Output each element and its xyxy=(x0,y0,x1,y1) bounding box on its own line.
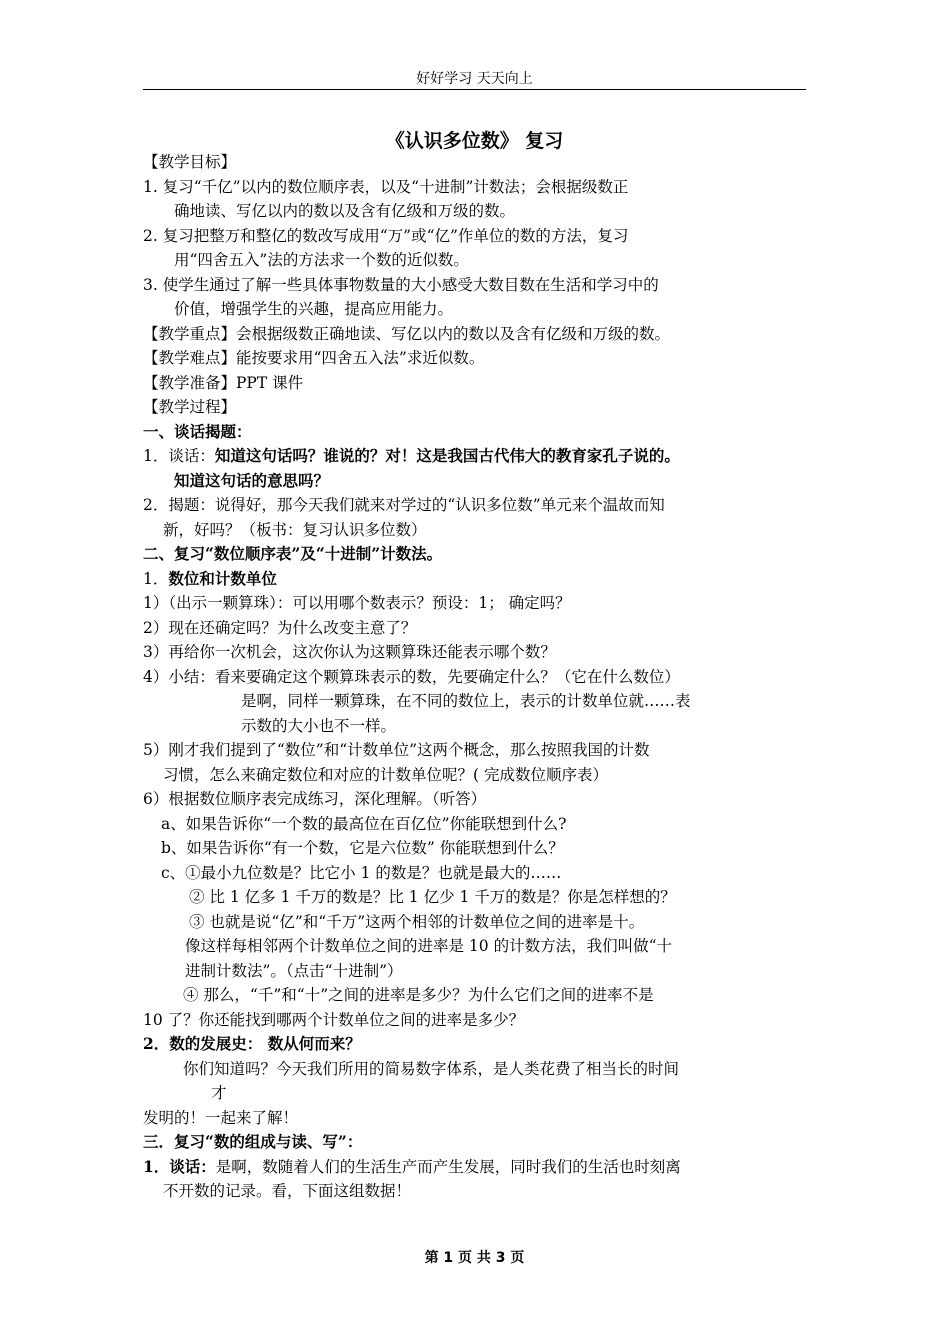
line-item-c-4-cont: 10 了？你还能找到哪两个计数单位之间的进率是多少？ xyxy=(143,1010,525,1029)
section-1-heading: 一、谈话揭题： xyxy=(143,421,252,441)
line-step-3: 3）再给你一次机会，这次你认为这颗算珠还能表示哪个数？ xyxy=(143,643,556,661)
line-step-5-cont: 习惯，怎么来确定数位和对应的计数单位呢？( 完成数位顺序表） xyxy=(163,765,608,784)
line-goals-heading: 【教学目标】 xyxy=(143,153,237,171)
line-goal-2-cont: 用“四舍五入”法的方法求一个数的近似数。 xyxy=(174,251,469,269)
line-goal-1: 1. 复习“千亿”以内的数位顺序表，以及“十进制”计数法；会根据级数正 xyxy=(143,177,629,196)
line-goal-3-cont: 价值，增强学生的兴趣，提高应用能力。 xyxy=(174,300,454,318)
line-talk xyxy=(143,444,806,469)
line-talk-cont: 知道这句话的意思吗？ xyxy=(174,470,330,490)
line-item-c-3: ③ 也就是说“亿”和“千万”这两个相邻的计数单位之间的进率是十。 xyxy=(189,912,645,931)
line-digit-unit xyxy=(143,567,806,592)
line-item-c-3-cont: 像这样每相邻两个计数单位之间的进率是 10 的计数方法，我们叫做“十 xyxy=(185,937,673,955)
digit-unit-num: 1． xyxy=(143,569,169,588)
line-history-body-wrap: 才 xyxy=(211,1084,227,1102)
line-item-c-3-cont-2: 进制计数法”。（点击“十进制”） xyxy=(185,961,403,980)
line-item-b: b、如果告诉你“有一个数，它是六位数” 你能联想到什么？ xyxy=(161,839,564,857)
line-process-heading: 【教学过程】 xyxy=(143,398,237,416)
line-item-a: a、如果告诉你“一个数的最高位在百亿位”你能联想到什么? xyxy=(161,814,567,833)
line-history-body: 你们知道吗？今天我们所用的简易数字体系，是人类花费了相当长的时间 xyxy=(183,1059,680,1078)
document-title: 《认识多位数》 复习 xyxy=(385,130,564,152)
line-history-body-cont: 发明的！一起来了解！ xyxy=(143,1108,299,1127)
line-history xyxy=(143,1032,806,1057)
line-difficulty: 【教学难点】能按要求用“四舍五入法”求近似数。 xyxy=(143,349,485,367)
history-title: 数的发展史： 数从何而来？ xyxy=(169,1034,361,1053)
line-sec3-talk xyxy=(143,1155,806,1180)
line-reveal-cont: 新，好吗？（板书：复习认识多位数） xyxy=(163,520,427,539)
line-sec3-talk-cont: 不开数的记录。看，下面这组数据！ xyxy=(163,1182,412,1200)
history-num: 2． xyxy=(143,1034,170,1053)
line-key-point: 【教学重点】会根据级数正确地读、写亿以内的数以及含有亿级和万级的数。 xyxy=(143,324,671,343)
line-item-c-2: ② 比 1 亿多 1 千万的数是？比 1 亿少 1 千万的数是？你是怎样想的？ xyxy=(189,888,676,906)
line-step-1: 1）（出示一颗算珠）：可以用哪个数表示？预设：1； 确定吗？ xyxy=(143,594,571,612)
sec3-talk-label: 1．谈话： xyxy=(143,1156,216,1176)
digit-unit-title: 数位和计数单位 xyxy=(168,568,277,588)
talk-question: 知道这句话吗？谁说的？对！这是我国古代伟大的教育家孔子说的。 xyxy=(214,446,680,465)
line-step-4-cont-2: 示数的大小也不一样。 xyxy=(241,716,397,735)
document-body xyxy=(143,150,806,1204)
line-step-5: 5）刚才我们提到了“数位”和“计数单位”这两个概念，那么按照我国的计数 xyxy=(143,741,650,759)
line-step-4: 4）小结：看来要确定这个颗算珠表示的数，先要确定什么？（它在什么数位） xyxy=(143,667,680,686)
section-3-heading: 三．复习“数的组成与读、写”： xyxy=(143,1132,363,1151)
page-footer: 第 1 页 共 3 页 xyxy=(424,1250,525,1266)
section-2-heading: 二、复习“数位顺序表”及“十进制”计数法。 xyxy=(143,544,443,563)
line-goal-2: 2. 复习把整万和整亿的数改写成用“万”或“亿”作单位的数的方法，复习 xyxy=(143,226,629,245)
line-step-2: 2）现在还确定吗？为什么改变主意了？ xyxy=(143,618,417,637)
header-rule xyxy=(143,89,806,90)
sec3-talk-text: 是啊，数随着人们的生活生产而产生发展，同时我们的生活也时刻离 xyxy=(215,1157,681,1176)
line-item-c: c、①最小九位数是？比它小 1 的数是？也就是最大的…… xyxy=(161,863,562,882)
line-reveal: 2．揭题：说得好，那今天我们就来对学过的“认识多位数”单元来个温故而知 xyxy=(143,496,665,514)
line-step-4-cont: 是啊，同样一颗算珠，在不同的数位上，表示的计数单位就……表 xyxy=(241,692,691,710)
line-goal-1-cont: 确地读、写亿以内的数以及含有亿级和万级的数。 xyxy=(174,202,516,220)
line-item-c-4: ④ 那么，“千”和“十”之间的进率是多少？为什么它们之间的进率不是 xyxy=(183,986,654,1004)
line-preparation: 【教学准备】PPT 课件 xyxy=(143,373,304,392)
talk-label: 1．谈话： xyxy=(143,447,215,465)
line-goal-3: 3. 使学生通过了解一些具体事物数量的大小感受大数目数在生活和学习中的 xyxy=(143,275,659,294)
line-step-6: 6）根据数位顺序表完成练习，深化理解。（听答） xyxy=(143,790,487,808)
page-header: 好好学习 天天向上 xyxy=(416,71,533,87)
